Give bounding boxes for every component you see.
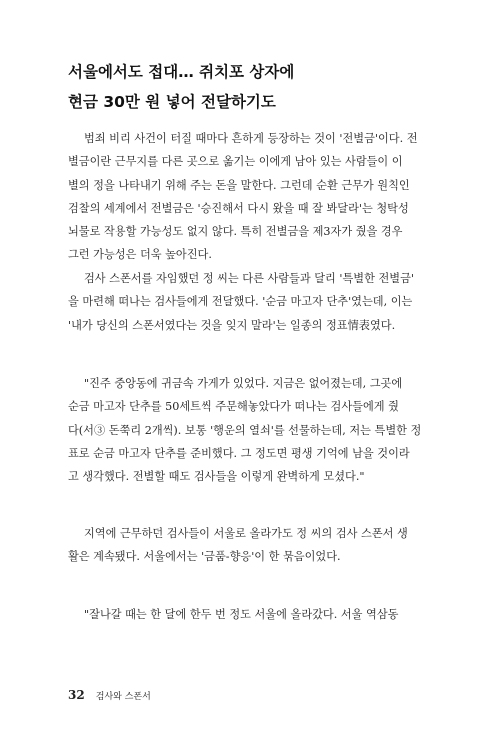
page-number: 32: [68, 688, 85, 702]
heading-line: 서울에서도 접대… 쥐치포 상자에: [68, 63, 295, 81]
text-line: 검사 스폰서를 자임했던 정 씨는 다른 사람들과 달리 '특별한 전별금': [84, 272, 414, 285]
section-heading: [68, 57, 448, 117]
text-line: 별금이란 근무지를 다른 곳으로 옮기는 이에게 남아 있는 사람들이 이: [68, 155, 403, 169]
text-line: '내가 당신의 스폰서였다는 것을 잊지 말라'는 일종의 정표情表였다.: [68, 318, 396, 332]
quote-paragraph: [68, 603, 432, 626]
body-paragraph: [68, 267, 432, 337]
text-line: 그런 가능성은 더욱 높아진다.: [68, 248, 212, 262]
text-line: 을 마련해 떠나는 검사들에게 전달했다. '순금 마고자 단추'였는데, 이는: [68, 295, 413, 309]
text-line: "진주 중앙동에 귀금속 가게가 있었다. 지금은 없어졌는데, 그곳에: [84, 377, 403, 390]
text-line: 다(서③ 돈쭉리 2개씩). 보통 '행운의 열쇠'를 선물하는데, 저는 특별한 정: [68, 423, 422, 437]
text-line: 뇌물로 작용할 가능성도 없지 않다. 특히 전별금을 제3자가 줬을 경우: [68, 225, 403, 239]
text-line: 순금 마고자 단추를 50세트씩 주문해놓았다가 떠나는 검사들에게 줬: [68, 400, 399, 414]
running-title: 검사와 스폰서: [95, 692, 151, 702]
text-line: 별의 정을 나타내기 위해 주는 돈을 말한다. 그런데 순환 근무가 원칙인: [68, 178, 410, 192]
text-line: 표로 순금 마고자 단추를 준비했다. 그 정도면 평생 기억에 남을 것이라: [68, 446, 410, 460]
page-footer: [68, 684, 151, 703]
heading-line: 현금 30만 원 넣어 전달하기도: [68, 93, 276, 111]
text-line: 지역에 근무하던 검사들이 서울로 올라가도 정 씨의 검사 스폰서 생: [84, 527, 408, 540]
body-paragraph: [68, 522, 432, 569]
text-line: 검찰의 세계에서 전별금은 '승진해서 다시 왔을 때 잘 봐달라'는 청탁성: [68, 201, 409, 215]
text-line: "잘나갈 때는 한 달에 한두 번 정도 서울에 올라갔다. 서울 역삼동: [84, 608, 399, 621]
text-line: 범죄 비리 사건이 터질 때마다 흔하게 등장하는 것이 '전별금'이다. 전: [84, 132, 418, 145]
body-paragraph: [68, 127, 432, 267]
text-line: 활은 계속됐다. 서울에서는 '금품-향응'이 한 묶음이었다.: [68, 550, 341, 564]
text-line: 고 생각했다. 전별할 때도 검사들을 이렇게 완벽하게 모셨다.": [68, 470, 365, 484]
quote-paragraph: [68, 372, 432, 488]
